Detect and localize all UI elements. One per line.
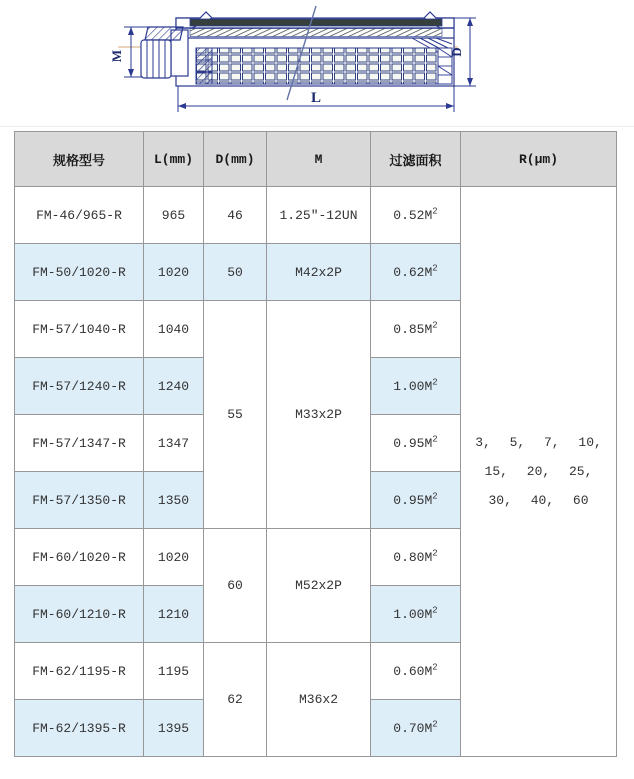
cell-area: $0.62M^2$: [371, 244, 461, 301]
header-m: M: [267, 132, 371, 187]
spec-table: [14, 131, 617, 757]
cell-model: FM-60/1210-R: [15, 586, 144, 643]
dimension-l-label: L: [310, 90, 322, 106]
cell-area: $0.95M^2$: [371, 472, 461, 529]
cell-model: FM-57/1350-R: [15, 472, 144, 529]
cell-area: $0.85M^2$: [371, 301, 461, 358]
cell-model: FM-60/1020-R: [15, 529, 144, 586]
cell-model: FM-62/1195-R: [15, 643, 144, 700]
cell-model: FM-46/965-R: [15, 187, 144, 244]
cell-d: 60: [204, 529, 267, 643]
cell-area: $0.70M^2$: [371, 700, 461, 757]
table-row: [15, 187, 617, 244]
cell-l: 1395: [144, 700, 204, 757]
table-header-row: [15, 132, 617, 187]
left-hatch-block: [196, 48, 212, 84]
cell-l: 1240: [144, 358, 204, 415]
cell-model: FM-57/1347-R: [15, 415, 144, 472]
cell-model: FM-62/1395-R: [15, 700, 144, 757]
top-band: [190, 19, 442, 26]
header-model: 规格型号: [15, 132, 144, 187]
cell-l: 1347: [144, 415, 204, 472]
header-l: L(mm): [144, 132, 204, 187]
cell-l: 1020: [144, 244, 204, 301]
cell-l: 1020: [144, 529, 204, 586]
cell-d: 55: [204, 301, 267, 529]
dimension-m-label: M: [109, 49, 124, 63]
cell-m: M52x2P: [267, 529, 371, 643]
cell-m: 1.25"-12UN: [267, 187, 371, 244]
cell-r-values: 3, 5, 7, 10, 15, 20, 25, 30, 40, 60: [461, 187, 617, 757]
filter-diagram: [0, 0, 634, 127]
left-fitting: [141, 27, 188, 78]
cell-l: 1350: [144, 472, 204, 529]
dimension-d-label: D: [449, 47, 464, 57]
cell-area: $1.00M^2$: [371, 358, 461, 415]
cell-d: 50: [204, 244, 267, 301]
hatch-strip: [190, 29, 442, 37]
cell-l: 965: [144, 187, 204, 244]
cell-area: $0.95M^2$: [371, 415, 461, 472]
cell-m: M42x2P: [267, 244, 371, 301]
filter-drawing-svg: [0, 0, 634, 126]
header-area: 过滤面积: [371, 132, 461, 187]
cell-m: M33x2P: [267, 301, 371, 529]
cell-area: $0.52M^2$: [371, 187, 461, 244]
cell-model: FM-50/1020-R: [15, 244, 144, 301]
header-r: R(μm): [461, 132, 617, 187]
cell-d: 62: [204, 643, 267, 757]
cell-model: FM-57/1240-R: [15, 358, 144, 415]
cell-area: $0.60M^2$: [371, 643, 461, 700]
cell-m: M36x2: [267, 643, 371, 757]
header-d: D(mm): [204, 132, 267, 187]
cell-l: 1040: [144, 301, 204, 358]
cell-l: 1195: [144, 643, 204, 700]
cell-area: $1.00M^2$: [371, 586, 461, 643]
cell-d: 46: [204, 187, 267, 244]
cell-model: FM-57/1040-R: [15, 301, 144, 358]
mesh-grid: [196, 48, 438, 84]
cell-l: 1210: [144, 586, 204, 643]
cell-area: $0.80M^2$: [371, 529, 461, 586]
